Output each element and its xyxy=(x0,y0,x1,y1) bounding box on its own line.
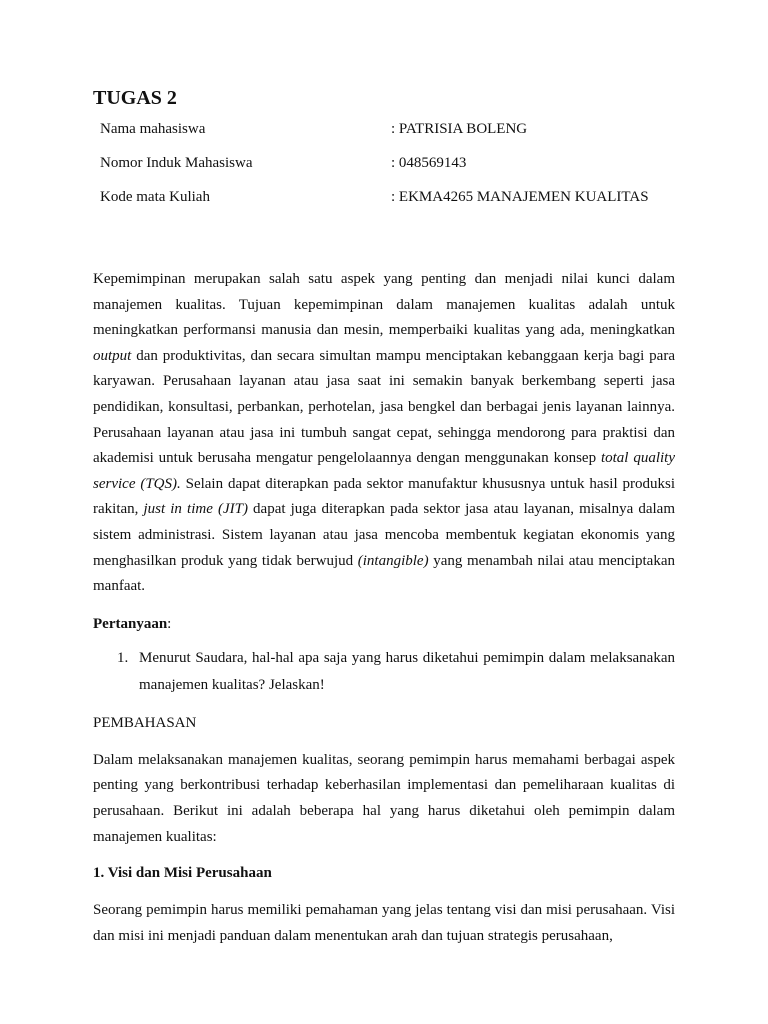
intro-italic-output: output xyxy=(93,347,132,364)
info-row-name xyxy=(100,118,675,152)
info-row-nim xyxy=(100,152,675,186)
info-value: : EKMA4265 MANAJEMEN KUALITAS xyxy=(391,189,649,205)
question-number: 1. xyxy=(117,649,129,666)
intro-italic-tqs: total quality service (TQS). xyxy=(93,450,675,492)
document-title: TUGAS 2 xyxy=(93,87,177,109)
section-paragraph-visi-misi: Seorang pemimpin harus memiliki pemahaman yang jelas tentang visi dan misi perusahaan. Visi dan misi ini menjadi panduan dalam menentukan arah dan tujuan strategis perusahaan, xyxy=(93,902,675,944)
info-label: Nomor Induk Mahasiswa xyxy=(100,155,253,171)
pembahasan-heading: PEMBAHASAN xyxy=(93,714,197,731)
question-heading-label: Pertanyaan xyxy=(93,615,168,632)
student-info-table xyxy=(100,118,675,220)
document-page xyxy=(93,84,675,949)
info-value: : 048569143 xyxy=(391,155,467,171)
info-row-course xyxy=(100,186,675,220)
section-heading-visi-misi: 1. Visi dan Misi Perusahaan xyxy=(93,865,272,882)
intro-text: dan produktivitas, dan secara simultan mampu menciptakan kebanggaan kerja bagi para karyawan. Perusahaan layanan atau jasa saat ini semakin banyak berkembang seperti jasa pendidikan, konsultasi, perbankan, perhotelan, jasa bengkel dan berbagai jenis layanan lainnya. Perusahaan layanan atau jasa ini tumbuh sangat cepat, sehingga mendorong para praktisi dan akademisi untuk berusaha mengatur pengelolaannya dengan menggunakan konsep xyxy=(93,347,675,467)
intro-italic-jit: just in time (JIT) xyxy=(143,501,248,518)
question-list xyxy=(93,645,675,699)
question-heading xyxy=(93,612,675,637)
question-text: Menurut Saudara, hal-hal apa saja yang harus diketahui pemimpin dalam melaksanakan manajemen kualitas? Jelaskan! xyxy=(139,649,675,693)
info-value: : PATRISIA BOLENG xyxy=(391,121,528,137)
intro-paragraph xyxy=(93,267,675,600)
intro-text: dapat juga diterapkan pada sektor jasa atau layanan, misalnya dalam sistem administrasi. Sistem layanan atau jasa mencoba membentuk kegiatan ekonomis yang menghasilkan produk yang tidak berwujud xyxy=(93,501,675,569)
intro-text: Kepemimpinan merupakan salah satu aspek yang penting dan menjadi nilai kunci dalam manajemen kualitas. Tujuan kepemimpinan dalam manajemen kualitas adalah untuk meningkatkan performansi manusia dan mesin, memperbaiki kualitas yang ada, meningkatkan xyxy=(93,271,675,339)
intro-text: Selain dapat diterapkan pada sektor manufaktur khususnya untuk hasil produksi rakitan, xyxy=(93,475,675,518)
pembahasan-paragraph: Dalam melaksanakan manajemen kualitas, seorang pemimpin harus memahami berbagai aspek penting yang berkontribusi terhadap keberhasilan implementasi dan pemeliharaan kualitas di perusahaan. Berikut ini adalah beberapa hal yang harus diketahui oleh pemimpin dalam manajemen kualitas: xyxy=(93,751,675,845)
question-heading-colon: : xyxy=(167,615,172,632)
intro-italic-intangible: (intangible) xyxy=(357,552,429,569)
info-label: Nama mahasiswa xyxy=(100,121,206,137)
info-label: Kode mata Kuliah xyxy=(100,189,210,205)
question-item xyxy=(93,645,675,699)
intro-text: yang menambah nilai atau menciptakan manfaat. xyxy=(93,552,675,595)
